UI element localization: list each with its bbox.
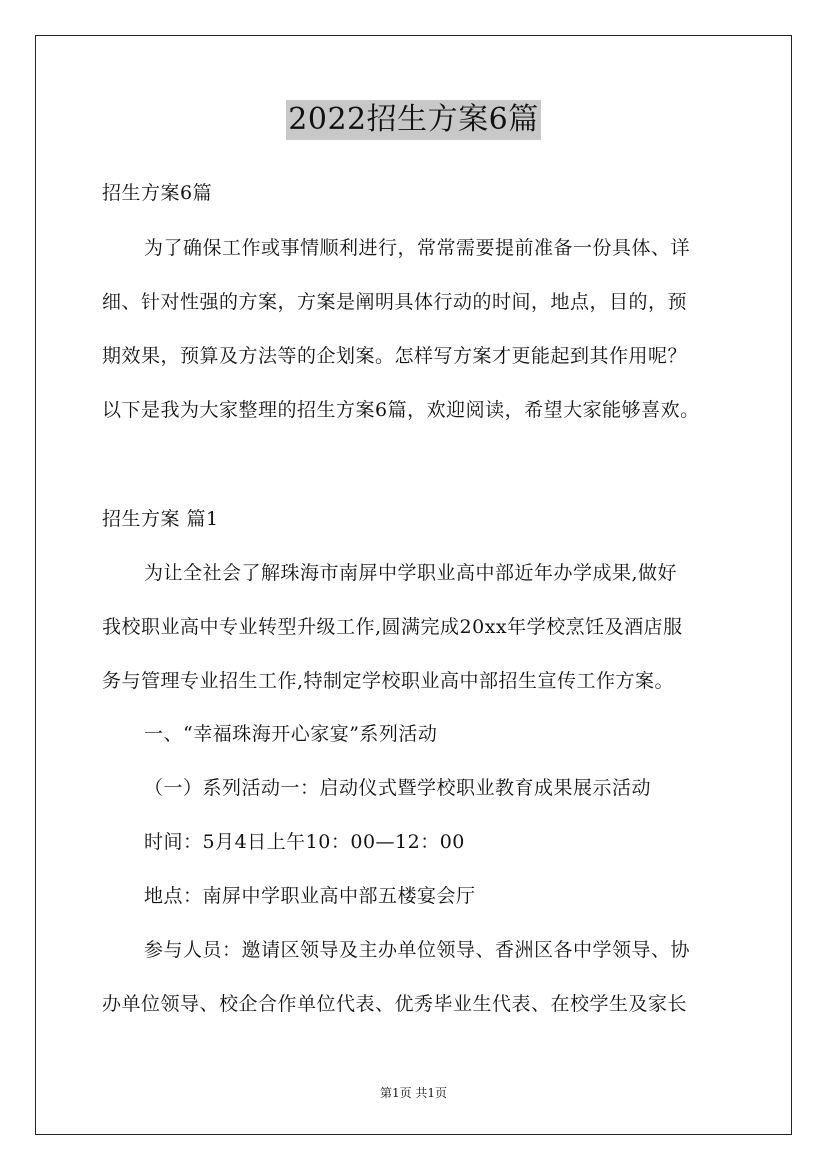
- place-line: 地点：南屏中学职业高中部五楼宴会厅: [144, 885, 476, 907]
- time-line: 时间：5月4日上午10：00—12：00: [144, 831, 465, 853]
- section-para-line-1: 为让全社会了解珠海市南屏中学职业高中部近年办学成果,做好: [144, 562, 678, 584]
- participants-line-1: 参与人员：邀请区领导及主办单位领导、香洲区各中学领导、协: [144, 939, 691, 961]
- document-title: 2022招生方案6篇: [286, 100, 540, 140]
- section-para-line-2: 我校职业高中专业转型升级工作,圆满完成20xx年学校烹饪及酒店服: [102, 616, 683, 638]
- page-footer: 第1页 共1页: [379, 1086, 448, 1100]
- item-heading-2: （一）系列活动一：启动仪式暨学校职业教育成果展示活动: [144, 777, 652, 799]
- title-container: [0, 100, 827, 140]
- intro-line-4: 以下是我为大家整理的招生方案6篇，欢迎阅读，希望大家能够喜欢。: [102, 399, 700, 421]
- intro-line-3: 期效果，预算及方法等的企划案。怎样写方案才更能起到其作用呢？: [102, 345, 688, 367]
- participants-line-2: 办单位领导、校企合作单位代表、优秀毕业生代表、在校学生及家长: [102, 993, 688, 1015]
- intro-line-2: 细、针对性强的方案，方案是阐明具体行动的时间，地点，目的，预: [102, 291, 688, 313]
- section-heading: 招生方案 篇1: [102, 508, 219, 530]
- item-heading-1: 一、“幸福珠海开心家宴”系列活动: [144, 723, 438, 745]
- subtitle: 招生方案6篇: [102, 182, 213, 204]
- section-para-line-3: 务与管理专业招生工作,特制定学校职业高中部招生宣传工作方案。: [102, 670, 675, 692]
- intro-line-1: 为了确保工作或事情顺利进行，常常需要提前准备一份具体、详: [144, 237, 691, 259]
